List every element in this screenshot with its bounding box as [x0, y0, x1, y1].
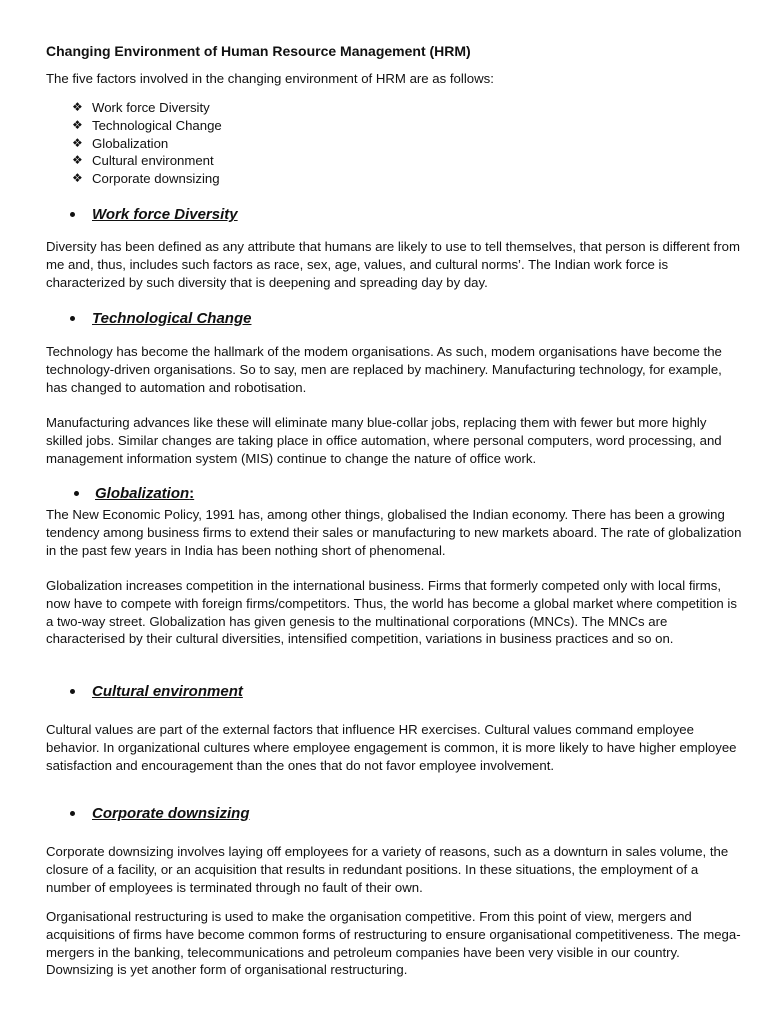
- bullet-icon: [74, 491, 79, 496]
- document-title: Changing Environment of Human Resource Management (HRM): [46, 43, 471, 59]
- bullet-icon: [70, 316, 75, 321]
- list-item: ❖ Work force Diversity: [72, 100, 210, 115]
- diversity-paragraph-1: Diversity has been defined as any attribute that humans are likely to use to tell themselves, that person is different from me and, thus, includes such factors as race, sex, age, values, and cultural norms’. The Indian work force is characterized by such diversity that is deepening and spreading day by day.: [46, 239, 740, 290]
- diamond-bullet-icon: ❖: [72, 171, 83, 186]
- section-heading-technology: Technological Change: [70, 310, 251, 327]
- bullet-icon: [70, 689, 75, 694]
- intro-paragraph: The five factors involved in the changing environment of HRM are as follows:: [46, 71, 494, 86]
- section-heading-culture: Cultural environment: [70, 683, 243, 700]
- list-item: ❖ Globalization: [72, 135, 169, 151]
- diamond-bullet-icon: ❖: [72, 135, 83, 150]
- factor-list: [72, 99, 222, 188]
- globalization-paragraph-2: Globalization increases competition in the international business. Firms that formerly competed only with local firms, now have to compete with foreign firms/competitors. Thus, the world has become a global market where competition is a two-way street. Globalization has given genesis to the multinational corporations (MNCs). The MNCs are characterised by their cultural diversities, intensified competition, variations in business practices and so on.: [46, 578, 737, 647]
- globalization-paragraph-1: The New Economic Policy, 1991 has, among other things, globalised the Indian economy. There has been a growing tendency among business firms to extend their sales or manufacturing to new markets aboard. The rate of globalization in the past few years in India has been nothing short of phenomenal.: [46, 507, 742, 558]
- downsizing-paragraph-1: Corporate downsizing involves laying off employees for a variety of reasons, such as a downturn in sales volume, the closure of a facility, or an acquisition that results in redundant positions. In these situations, the employment of a number of employees is terminated through no fault of their own.: [46, 844, 729, 895]
- culture-paragraph-1: Cultural values are part of the external factors that influence HR exercises. Cultural values command employee behavior. In organizational cultures where employee engagement is common, it is more likely to have higher employee satisfaction and encouragement than the ones that do not favor employee involvement.: [46, 722, 737, 773]
- list-item: ❖ Corporate downsizing: [72, 171, 220, 187]
- diamond-bullet-icon: ❖: [72, 117, 83, 132]
- bullet-icon: [70, 811, 75, 816]
- downsizing-paragraph-2: Organisational restructuring is used to make the organisation competitive. From this point of view, mergers and acquisitions of firms have become common forms of restructuring to ensure organisational competitiveness. The mega-mergers in the banking, telecommunications and petroleum companies have been very visible in our country. Downsizing is yet another form of organisational restructuring.: [46, 909, 741, 978]
- list-item: ❖ Cultural environment: [72, 153, 214, 169]
- technology-paragraph-2: Manufacturing advances like these will eliminate many blue-collar jobs, replacing them with fewer but more highly skilled jobs. Similar changes are taking place in office automation, where personal computers, word processing, and management information system (MIS) continue to change the nature of office work.: [46, 415, 722, 466]
- section-heading-downsizing: Corporate downsizing: [70, 805, 250, 822]
- list-item: ❖ Technological Change: [72, 117, 222, 133]
- bullet-icon: [70, 212, 75, 217]
- technology-paragraph-1: Technology has become the hallmark of the modem organisations. As such, modem organisations have become the technology-driven organisations. So to say, men are replaced by machinery. Manufacturing technology, for example, has changed to automation and robotisation.: [46, 344, 722, 395]
- diamond-bullet-icon: ❖: [72, 153, 83, 168]
- section-heading-globalization: Globalization :: [70, 485, 194, 502]
- section-heading-diversity: Work force Diversity: [70, 206, 238, 223]
- diamond-bullet-icon: ❖: [72, 100, 83, 114]
